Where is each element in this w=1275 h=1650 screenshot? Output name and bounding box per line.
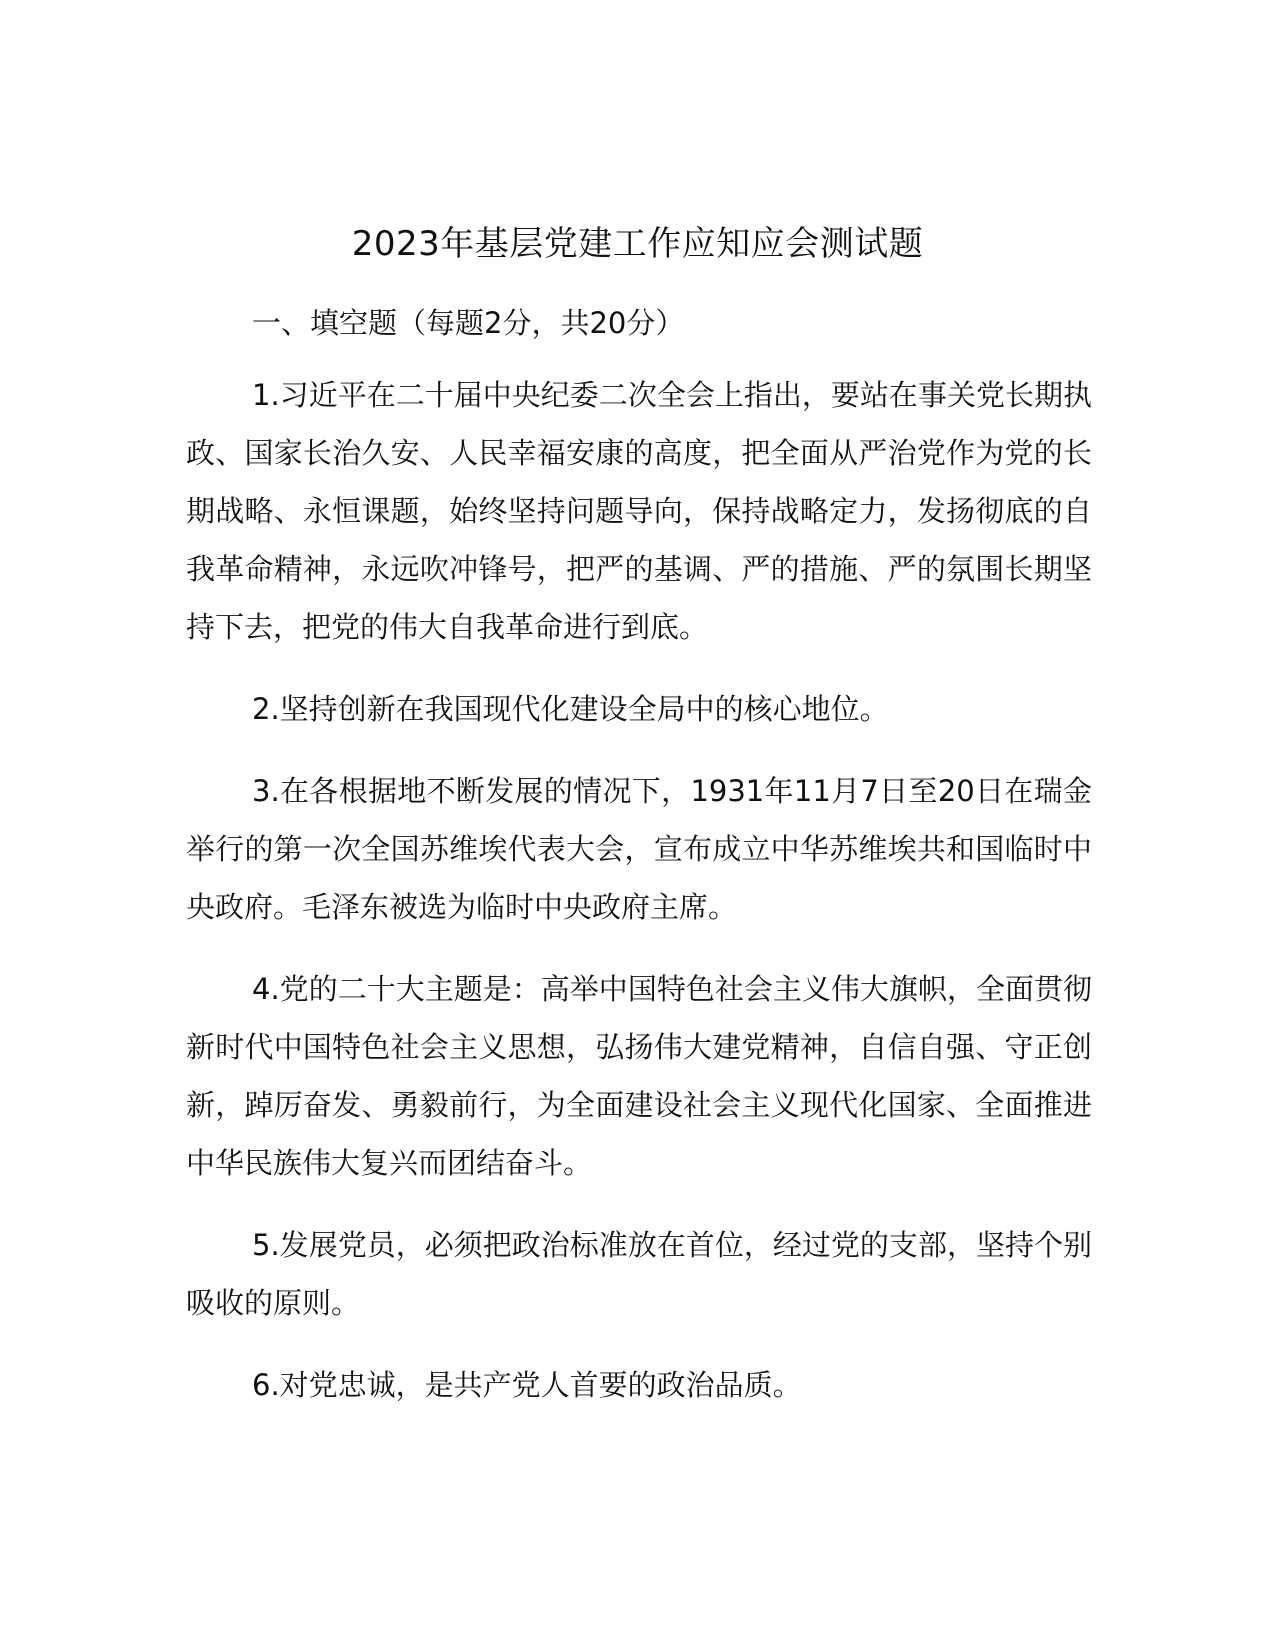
section-heading: 一、填空题（每题2分，共20分） bbox=[252, 306, 685, 340]
question-list bbox=[186, 366, 1092, 1438]
question-6: 6.对党忠诚，是共产党人首要的政治品质。 bbox=[252, 1368, 802, 1402]
question-3: 3.在各根据地不断发展的情况下，1931年11月7日至20日在瑞金举行的第一次全国苏维埃代表大会，宣布成立中华苏维埃共和国临时中央政府。毛泽东被选为临时中央政府主席。 bbox=[186, 774, 1092, 924]
question-4: 4.党的二十大主题是：高举中国特色社会主义伟大旗帜，全面贯彻新时代中国特色社会主义思想，弘扬伟大建党精神，自信自强、守正创新，踔厉奋发、勇毅前行，为全面建设社会主义现代化国家、全面推进中华民族伟大复兴而团结奋斗。 bbox=[186, 972, 1092, 1180]
question-1: 1.习近平在二十届中央纪委二次全会上指出，要站在事关党长期执政、国家长治久安、人民幸福安康的高度，把全面从严治党作为党的长期战略、永恒课题，始终坚持问题导向，保持战略定力，发扬彻底的自我革命精神，永远吹冲锋号，把严的基调、严的措施、严的氛围长期坚持下去，把党的伟大自我革命进行到底。 bbox=[186, 378, 1092, 644]
document-title: 2023年基层党建工作应知应会测试题 bbox=[351, 224, 924, 264]
question-5: 5.发展党员，必须把政治标准放在首位，经过党的支部，坚持个别吸收的原则。 bbox=[186, 1228, 1092, 1320]
question-2: 2.坚持创新在我国现代化建设全局中的核心地位。 bbox=[252, 692, 889, 726]
